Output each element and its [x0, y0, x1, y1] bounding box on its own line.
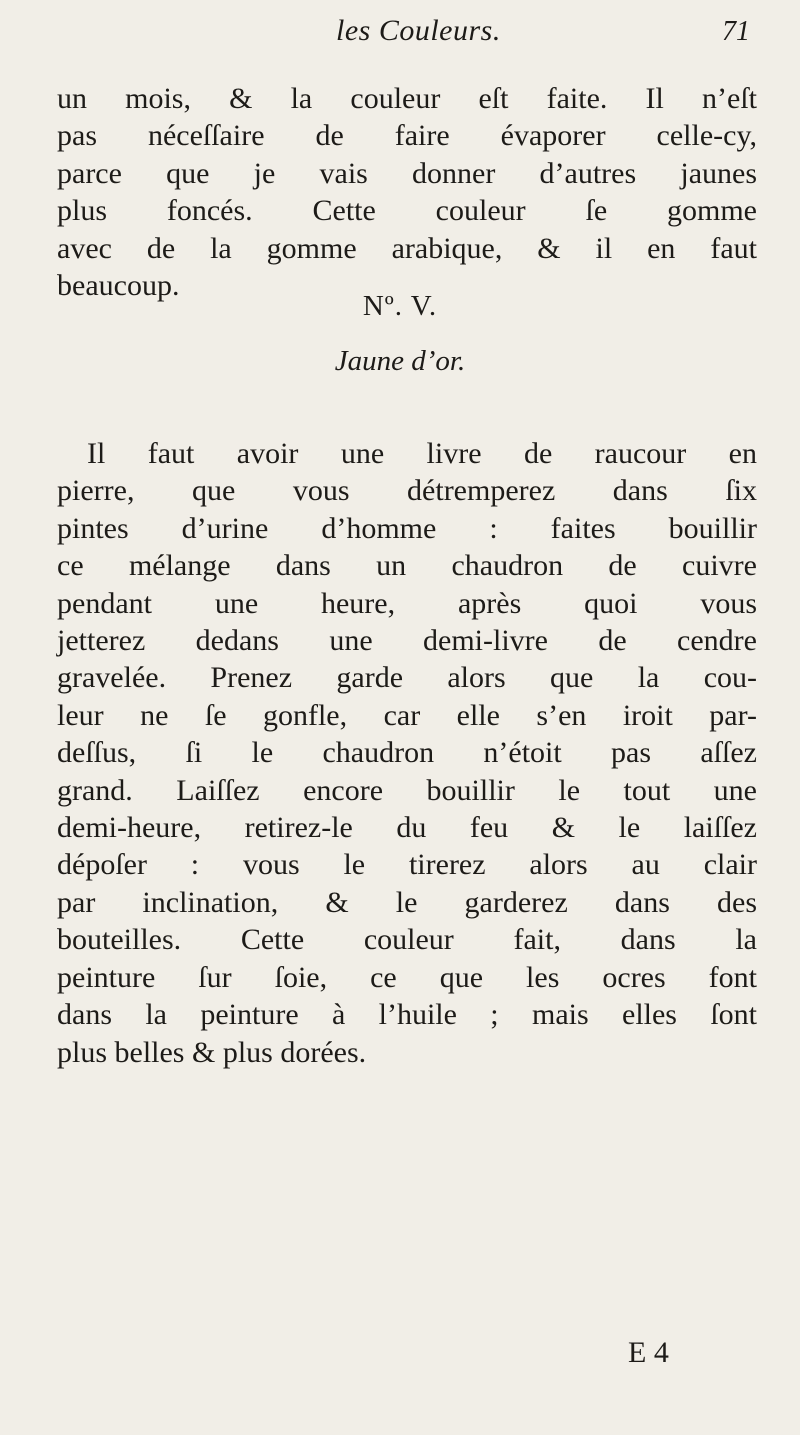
- text-line: pas néceſſaire de faire évaporer celle-cy,: [57, 119, 757, 153]
- paragraph-recipe: [57, 435, 757, 1071]
- page-number: 71: [722, 16, 750, 47]
- text-line: pierre, que vous détremperez dans ſix: [57, 474, 757, 508]
- text-line: par inclination, & le garderez dans des: [57, 885, 757, 919]
- text-line: bouteilles. Cette couleur fait, dans la: [57, 923, 757, 957]
- text-line: deſſus, ſi le chaudron n’étoit pas aſſez: [57, 736, 757, 770]
- text-line: leur ne ſe gonfle, car elle s’en iroit par-: [57, 698, 757, 732]
- section-number: Nº. V.: [362, 290, 438, 322]
- text-line: peinture ſur ſoie, ce que les ocres font: [57, 960, 757, 994]
- paragraph-continuation: [57, 80, 757, 304]
- text-line: plus foncés. Cette couleur ſe gomme: [57, 194, 757, 228]
- section-title: Jaune d’or.: [334, 345, 466, 377]
- text-line: dépoſer : vous le tirerez alors au clair: [57, 848, 757, 882]
- text-line: jetterez dedans une demi-livre de cendre: [57, 624, 757, 658]
- running-head: [0, 14, 800, 54]
- text-line: demi-heure, retirez-le du feu & le laiſſez: [57, 811, 757, 845]
- text-line: gravelée. Prenez garde alors que la cou-: [57, 661, 757, 695]
- text-line: plus belles & plus dorées.: [57, 1035, 367, 1069]
- text-line: grand. Laiſſez encore bouillir le tout une: [57, 773, 757, 807]
- text-line: parce que je vais donner d’autres jaunes: [57, 156, 757, 190]
- running-title: les Couleurs.: [336, 14, 501, 47]
- text-line: ce mélange dans un chaudron de cuivre: [57, 549, 757, 583]
- text-line: un mois, & la couleur eſt faite. Il n’eſt: [57, 82, 757, 115]
- text-line: dans la peinture à l’huile ; mais elles ſont: [57, 998, 757, 1032]
- text-line: pintes d’urine d’homme : faites bouillir: [57, 511, 757, 545]
- text-line: avec de la gomme arabique, & il en faut: [57, 231, 757, 265]
- text-line: pendant une heure, après quoi vous: [57, 586, 757, 620]
- text-line: beaucoup.: [57, 269, 180, 303]
- signature-mark: E 4: [628, 1336, 669, 1369]
- text-line: Il faut avoir une livre de raucour en: [87, 437, 757, 470]
